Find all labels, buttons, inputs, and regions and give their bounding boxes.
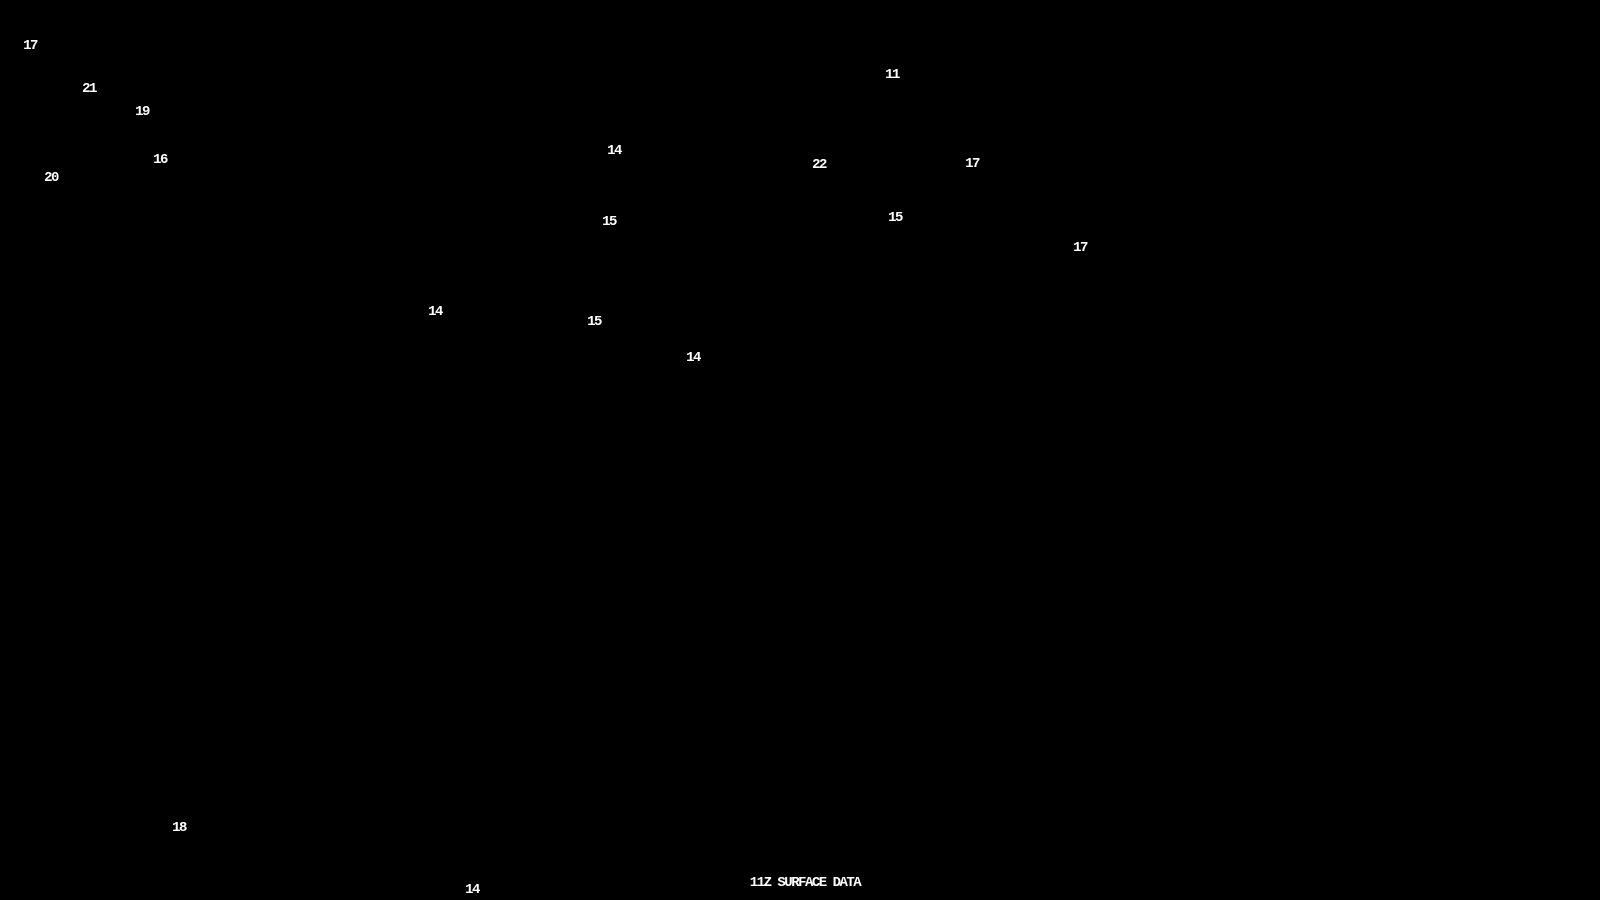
station-value: 16: [153, 152, 167, 168]
station-value: 17: [1073, 240, 1087, 256]
station-value: 11: [885, 67, 899, 83]
station-value: 19: [135, 104, 149, 120]
station-value: 21: [82, 81, 96, 97]
station-value: 15: [888, 210, 902, 226]
station-value: 18: [172, 820, 186, 836]
station-value: 15: [587, 314, 601, 330]
station-value: 17: [965, 156, 979, 172]
station-value: 14: [607, 143, 621, 159]
station-value: 22: [812, 157, 826, 173]
station-value: 17: [23, 38, 37, 54]
station-value: 15: [602, 214, 616, 230]
station-value: 14: [465, 882, 479, 898]
station-value: 14: [428, 304, 442, 320]
station-value: 14: [686, 350, 700, 366]
station-value: 20: [44, 170, 58, 186]
plot-caption: 11Z SURFACE DATA: [749, 875, 861, 891]
